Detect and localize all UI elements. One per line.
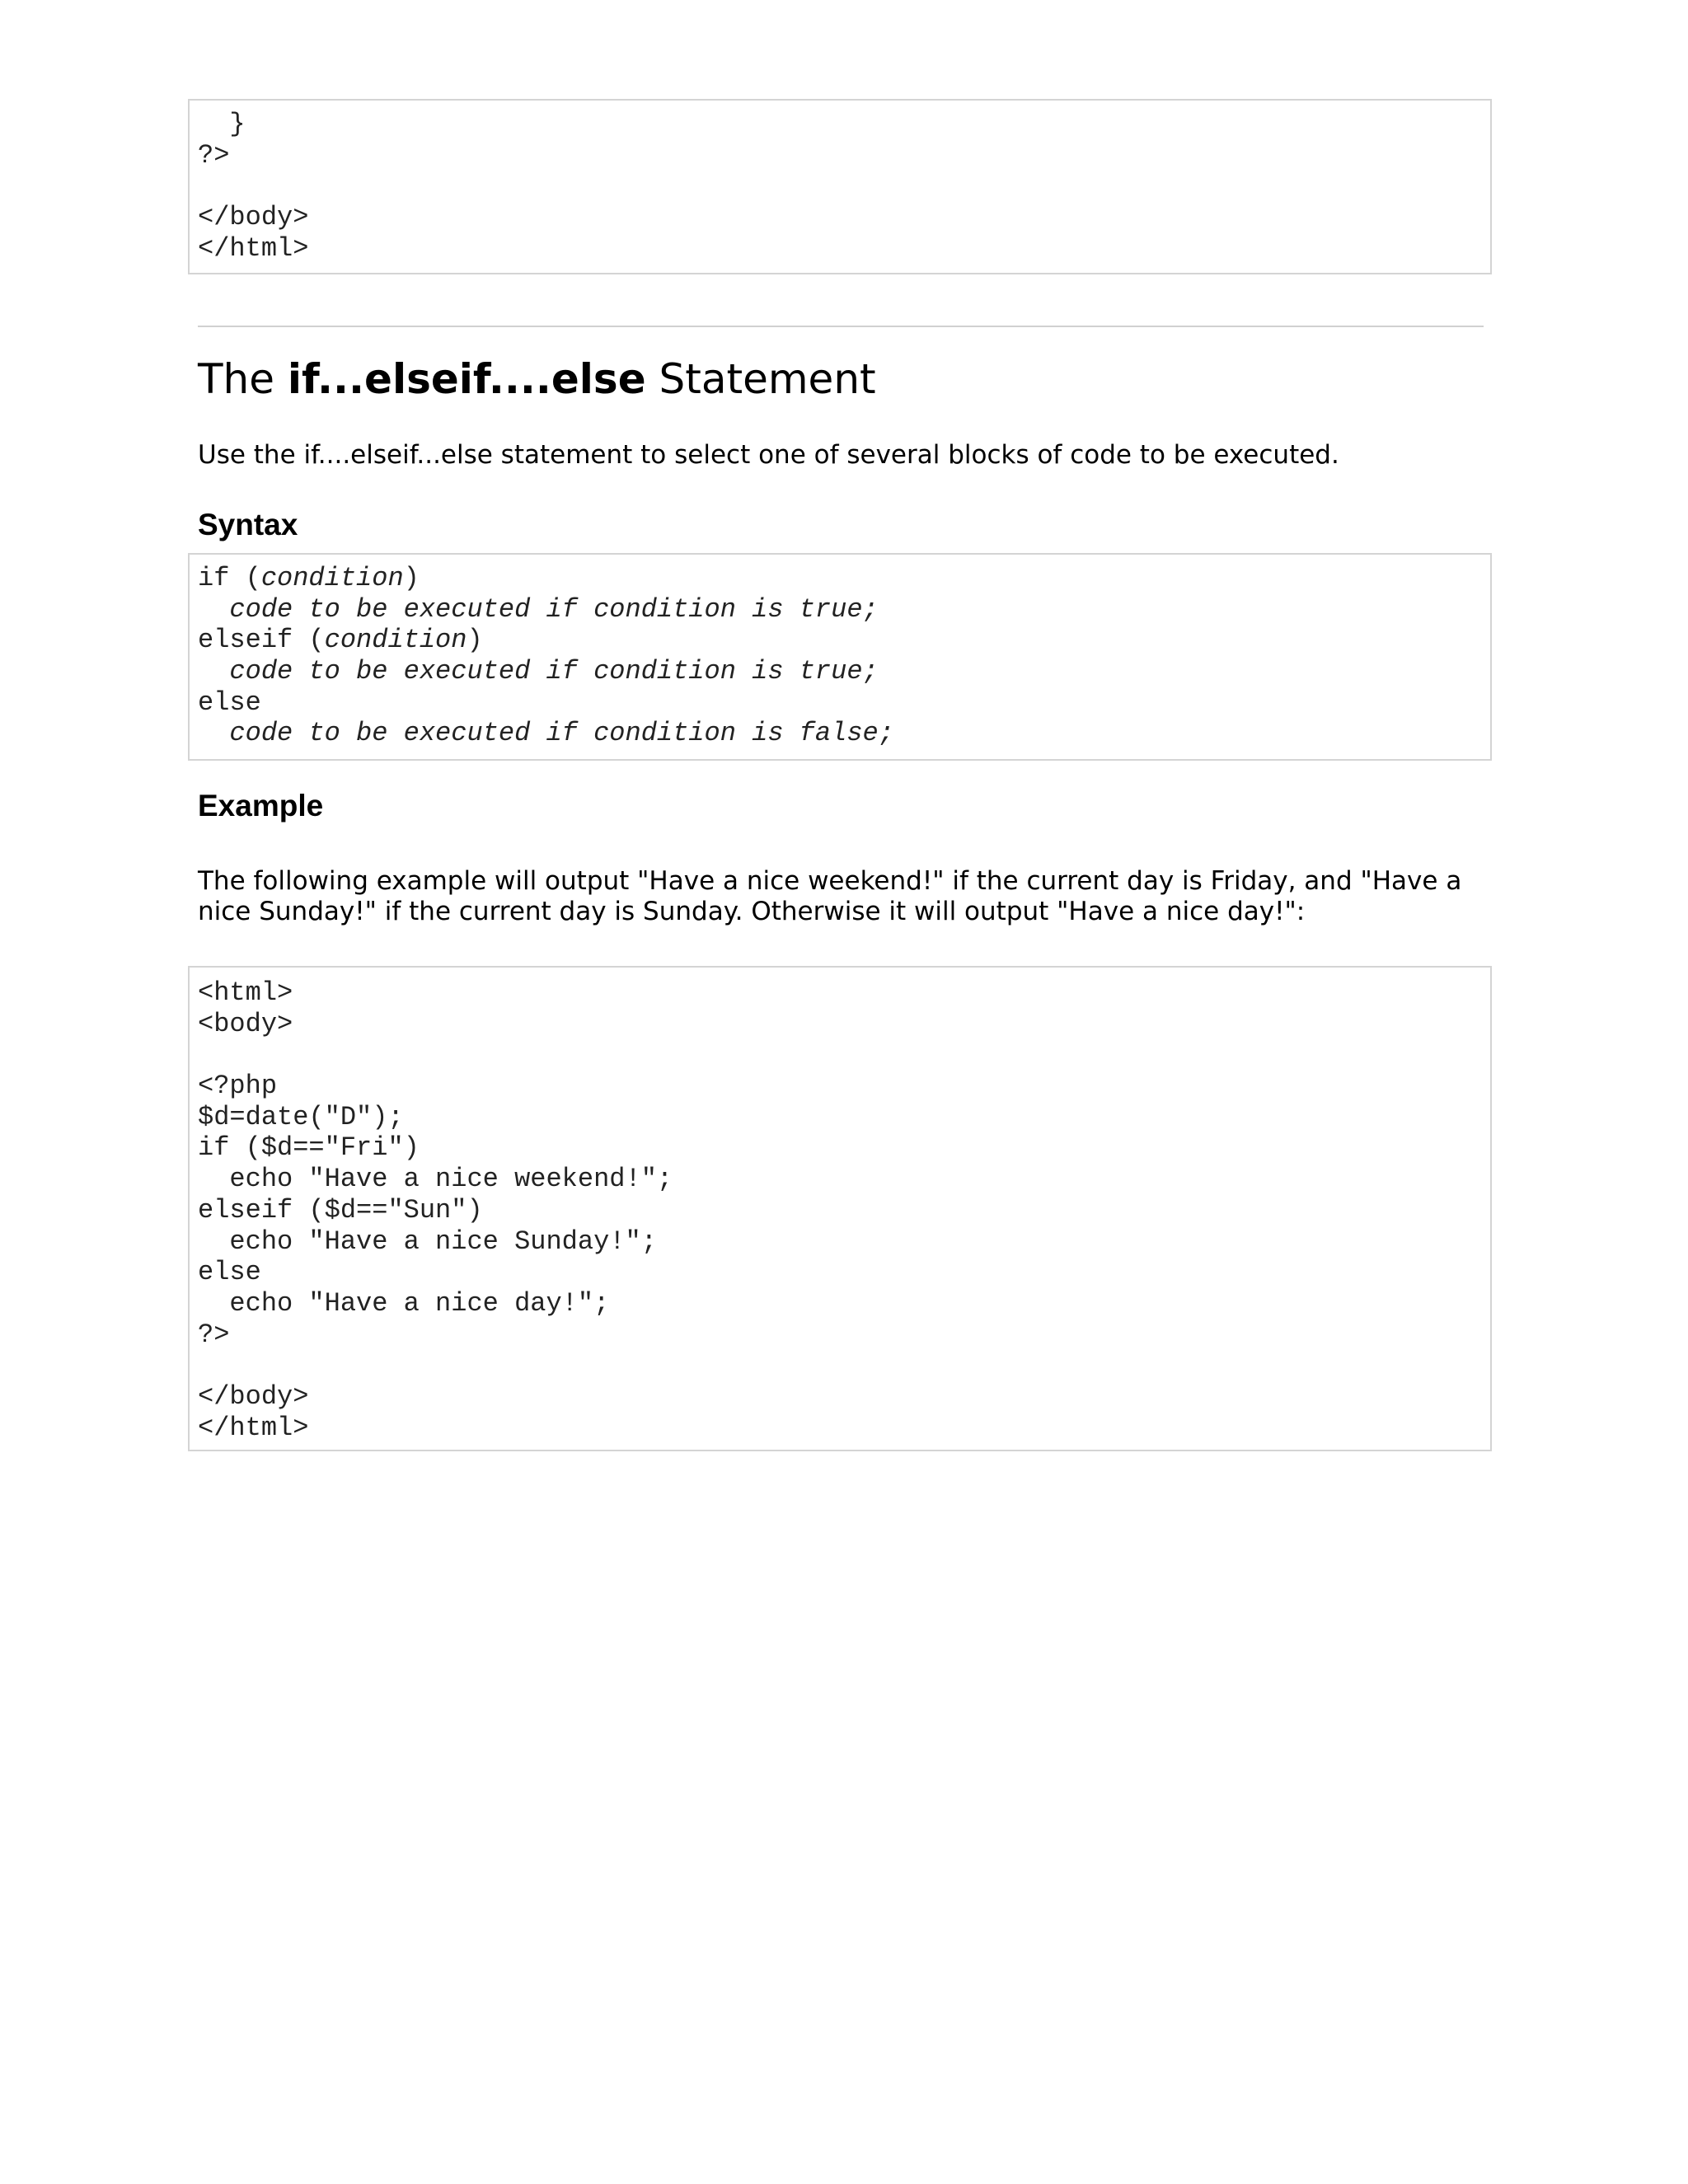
- code-line: echo "Have a nice day!";: [198, 1287, 610, 1319]
- code-line: $d=date("D");: [198, 1101, 404, 1132]
- example-heading: Example: [198, 789, 324, 823]
- code-line: </html>: [198, 232, 309, 264]
- section-title-prefix: The: [198, 355, 288, 403]
- code-block-previous: [188, 99, 1492, 274]
- code-line: code to be executed if condition is true;: [229, 656, 879, 687]
- syntax-heading: Syntax: [198, 508, 298, 541]
- code-line: code to be executed if condition is true;: [229, 593, 879, 625]
- horizontal-rule: [198, 326, 1484, 327]
- code-line: code to be executed if condition is false;: [229, 718, 894, 749]
- code-line: <html>: [198, 977, 293, 1008]
- code-line: echo "Have a nice Sunday!";: [198, 1226, 657, 1257]
- code-line: elseif ($d=="Sun"): [198, 1194, 483, 1226]
- section-title-bold: if...elseif....else: [287, 355, 646, 403]
- code-line: </body>: [198, 202, 309, 233]
- code-line: <?php: [198, 1071, 278, 1102]
- code-line: ?>: [198, 1319, 230, 1350]
- section-intro: Use the if....elseif...else statement to select one of several blocks of code to be executed.: [198, 440, 1339, 470]
- code-line: echo "Have a nice weekend!";: [198, 1164, 673, 1195]
- code-line: elseif (condition): [198, 625, 483, 656]
- code-line: [198, 171, 1490, 202]
- code-line: ?>: [198, 139, 230, 171]
- code-line: if (condition): [198, 563, 420, 593]
- code-line: else: [198, 687, 261, 718]
- syntax-code-block: [188, 553, 1492, 761]
- example-description: The following example will output "Have a nice weekend!" if the current day is Friday, and "Have a nice Sunday!" if the current day is Sunday. Otherwise it will output "Have a nice day!":: [198, 866, 1462, 926]
- code-line: </body>: [198, 1380, 309, 1412]
- section-title: [198, 350, 876, 408]
- example-code-block: [188, 966, 1492, 1451]
- section-title-suffix: Statement: [645, 355, 876, 403]
- code-line: }: [198, 109, 246, 139]
- code-line: </html>: [198, 1412, 309, 1443]
- code-line: [198, 1350, 1490, 1381]
- code-line: if ($d=="Fri"): [198, 1132, 420, 1164]
- code-line: [198, 1039, 1490, 1071]
- code-line: <body>: [198, 1008, 293, 1039]
- code-line: else: [198, 1257, 261, 1288]
